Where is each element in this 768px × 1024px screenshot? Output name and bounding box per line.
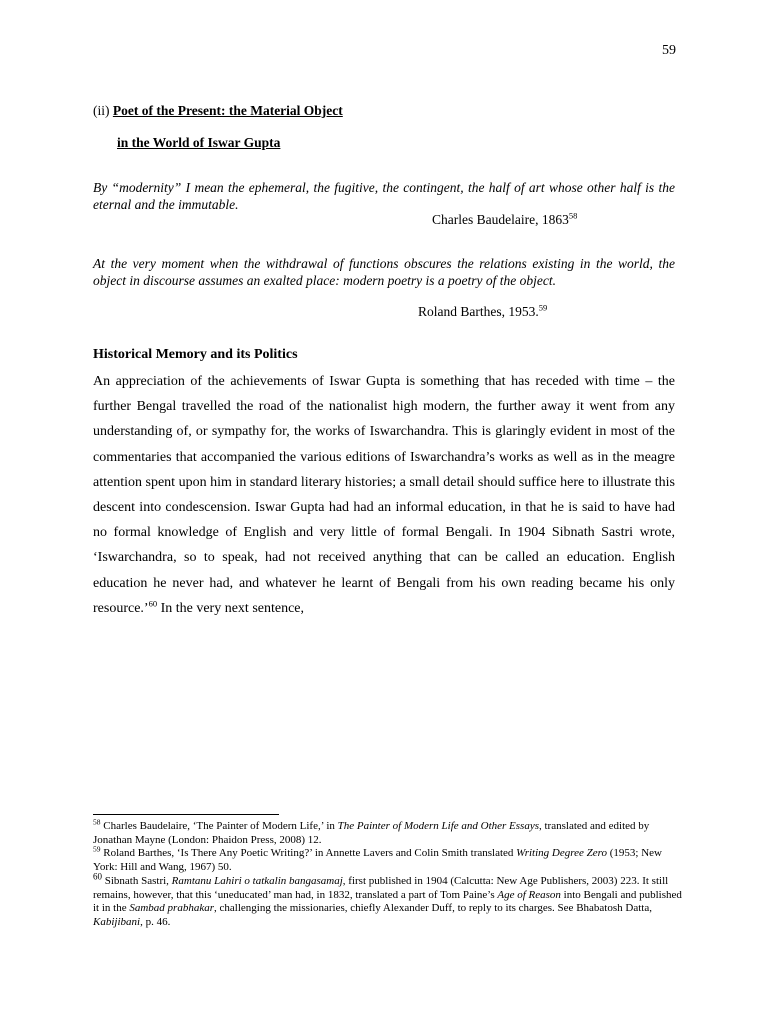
epigraph-attribution [418,304,547,320]
body-text-continued: In the very next sentence, [157,600,305,616]
footnote-ref[interactable]: 59 [538,302,548,313]
body-paragraph [93,369,675,621]
epigraph-baudelaire: By “modernity” I mean the ephemeral, the fugitive, the contingent, the half of art whose other half is the eternal and the immutable. [93,180,675,212]
footnote-text: , translated and edited by Jonathan Mayne (London: Phaidon Press, 2008) 12. [93,820,650,846]
footnote-text: , challenging the missionaries, chiefly Alexander Duff, to reply to its charges. See Bhabatosh Datta, [214,902,652,915]
footnote-ref[interactable]: 58 [568,210,578,221]
epigraph-attribution [432,212,577,228]
footnote [93,844,683,874]
page-number: 59 [662,43,676,58]
footnote-number: 60 [93,871,102,882]
heading-title-line1: Poet of the Present: the Material Object [112,103,343,118]
footnote-title: Writing Degree Zero [516,847,607,860]
section-heading [93,103,343,119]
section-title: Historical Memory and its Politics [93,347,298,362]
epigraph-barthes: At the very moment when the withdrawal of functions obscures the relations existing in the world, the object in discourse assumes an exalted place: modern poetry is a poetry of the object. [93,256,675,288]
footnote-text: (1953; New York: Hill and Wang, 1967) 50. [93,847,662,874]
footnote-title: Ramtanu Lahiri o tatkalin bangasamaj [171,874,343,887]
footnote-text: Roland Barthes, ‘Is There Any Poetic Writing?’ in Annette Lavers and Colin Smith translated [100,847,517,860]
footnote-number: 59 [93,844,101,854]
footnote-text: , p. 46. [140,915,171,928]
footnote-text: Sibnath Sastri, [102,874,172,887]
attribution-text: Charles Baudelaire, 1863 [432,212,569,227]
footnote-title: Sambad prabhakar [129,902,214,915]
footnote-divider [93,814,279,815]
heading-prefix: (ii) [93,103,110,118]
footnote-title: Kabijibani [93,915,141,928]
footnote-text: , first published in 1904 (Calcutta: New Age Publishers, 2003) 223. It still remains, however, that this ‘uneducated’ man had, in 1832, translated a part of Tom Paine’s [93,874,669,901]
heading-title-line2: in the World of Iswar Gupta [117,135,281,150]
footnote-ref[interactable]: 60 [148,598,158,609]
footnote-title: The Painter of Modern Life and Other Essays [337,820,539,832]
footnote-text: into Bengali and published it in the [93,888,682,915]
footnote-title: Age of Reason [497,888,561,901]
footnote [93,871,683,930]
footnote-text: Charles Baudelaire, ‘The Painter of Modern Life,’ in [100,820,338,832]
footnote [93,817,683,847]
attribution-text: Roland Barthes, 1953. [418,304,539,319]
footnote-number: 58 [93,817,101,827]
footnotes [93,817,683,930]
body-text: An appreciation of the achievements of Iswar Gupta is something that has receded with time – the further Bengal travelled the road of the nationalist high modern, the further away it went from any understanding of, or sympathy for, the works of Iswarchandra. This is glaringly evident in most of the commentaries that accompanied the various editions of Iswarchandra’s works as well as in the meagre attention spent upon him in standard literary histories; a small detail should suffice here to illustrate this descent into condescension. Iswar Gupta had had an informal education, in that he is said to have had no formal knowledge of English and very little of formal Bengali. In 1904 Sibnath Sastri wrote, ‘Iswarchandra, so to speak, had not received anything that can be called an education. English education he never had, and whatever he learnt of Bengali from his own reading became his only resource.’ [93,374,675,616]
